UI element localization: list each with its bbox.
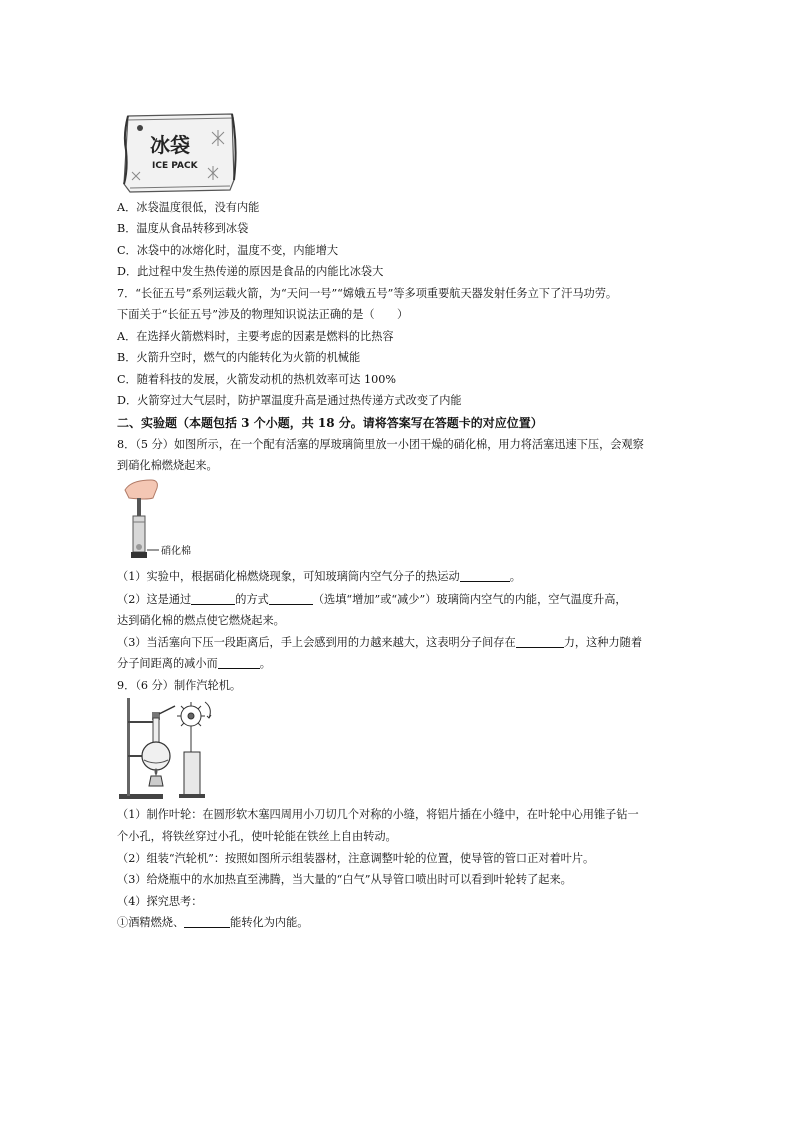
q9-part5 bbox=[117, 915, 308, 931]
q8-part2-text-c: （选填“增加”或“减少”）玻璃筒内空气的内能，空气温度升高， bbox=[312, 593, 627, 606]
q8-stem-line2: 到硝化棉燃烧起来。 bbox=[117, 459, 218, 472]
q9-part1-line2: 个小孔，将铁丝穿过小孔，使叶轮能在铁丝上自由转动。 bbox=[117, 830, 397, 843]
q8-part2-text-b: 的方式 bbox=[235, 593, 269, 606]
q8-part3-text-c: 分子间距离的减小而 bbox=[117, 657, 218, 670]
q8-part2 bbox=[117, 592, 627, 608]
nitrocellulose-icon bbox=[136, 544, 142, 550]
q9-part3: （3）给烧瓶中的水加热直至沸腾，当大量的“白气”从导管口喷出时可以看到叶轮转了起来。 bbox=[117, 873, 572, 886]
q8-part1 bbox=[117, 569, 521, 585]
q7-option-b: B．火箭升空时，燃气的内能转化为火箭的机械能 bbox=[117, 351, 361, 364]
answer-blank[interactable] bbox=[516, 635, 564, 648]
q7-option-c: C．随着科技的发展，火箭发动机的热机效率可达 100% bbox=[117, 373, 397, 386]
q9-part2: （2）组装“汽轮机”：按照如图所示组装器材，注意调整叶轮的位置，使导管的管口正对着叶片。 bbox=[117, 852, 595, 865]
q9-part5-text-b: 能转化为内能。 bbox=[230, 916, 309, 929]
q8-part3-line2 bbox=[117, 656, 271, 672]
answer-blank[interactable] bbox=[218, 656, 260, 669]
ice-pack-figure bbox=[120, 110, 238, 194]
q8-part3-text-b: 力，这种力随着 bbox=[563, 636, 643, 649]
q9-part4: （4）探究思考： bbox=[117, 895, 203, 908]
q6-option-c: C．冰袋中的冰熔化时，温度不变，内能增大 bbox=[117, 244, 339, 257]
q7-option-d: D．火箭穿过大气层时，防护罩温度升高是通过热传递方式改变了内能 bbox=[117, 394, 462, 407]
answer-blank[interactable] bbox=[184, 915, 230, 928]
q9-part1-line1: （1）制作叶轮：在圆形软木塞四周用小刀切几个对称的小缝，将铝片插在小缝中，在叶轮中心用锥子钻一 bbox=[117, 808, 639, 821]
section-heading: 二、实验题（本题包括 3 个小题，共 18 分。请将答案写在答题卡的对应位置） bbox=[117, 416, 543, 430]
q8-part1-end: 。 bbox=[509, 570, 521, 583]
q8-stem-line1: 8．（5 分）如图所示，在一个配有活塞的厚玻璃筒里放一小团干燥的硝化棉，用力将活塞迅速下压，会观察 bbox=[117, 438, 644, 451]
q6-option-a: A．冰袋温度很低，没有内能 bbox=[117, 201, 260, 214]
answer-blank[interactable] bbox=[460, 569, 510, 582]
q7-stem-line1: 7．“长征五号”系列运载火箭，为“天问一号”“嫦娥五号”等多项重要航天器发射任务立下了汗马功劳。 bbox=[117, 287, 618, 300]
ice-pack-subtitle: ICE PACK bbox=[152, 161, 198, 171]
q7-option-a: A．在选择火箭燃料时，主要考虑的因素是燃料的比热容 bbox=[117, 330, 394, 343]
q9-part5-text-a: ①酒精燃烧、 bbox=[117, 916, 185, 929]
steam-turbine-figure bbox=[117, 694, 237, 804]
flask-icon bbox=[142, 742, 170, 770]
q8-part2-text-a: （2）这是通过 bbox=[117, 593, 192, 606]
q7-stem-line2: 下面关于“长征五号”涉及的物理知识说法正确的是（ ） bbox=[117, 308, 409, 321]
impeller-icon bbox=[177, 702, 211, 730]
alcohol-lamp-icon bbox=[149, 776, 163, 786]
q8-part1-text: （1）实验中，根据硝化棉燃烧现象，可知玻璃筒内空气分子的热运动 bbox=[117, 570, 460, 583]
q6-option-b: B．温度从食品转移到冰袋 bbox=[117, 222, 249, 235]
q8-part3 bbox=[117, 635, 642, 651]
brand-logo-icon bbox=[137, 125, 143, 131]
q8-part3-text-a: （3）当活塞向下压一段距离后，手上会感到用的力越来越大，这表明分子间存在 bbox=[117, 636, 516, 649]
q8-part3-text-d: 。 bbox=[259, 657, 271, 670]
ice-pack-title: 冰袋 bbox=[150, 133, 190, 157]
nitrocellulose-label: 硝化棉 bbox=[161, 546, 191, 557]
q8-part2-line2: 达到硝化棉的燃点使它燃烧起来。 bbox=[117, 614, 285, 627]
q6-option-d: D．此过程中发生热传递的原因是食品的内能比冰袋大 bbox=[117, 265, 384, 278]
answer-blank[interactable] bbox=[269, 592, 313, 605]
q9-stem: 9．（6 分）制作汽轮机。 bbox=[117, 679, 242, 692]
compression-tube-figure bbox=[117, 476, 207, 566]
answer-blank[interactable] bbox=[191, 592, 235, 605]
